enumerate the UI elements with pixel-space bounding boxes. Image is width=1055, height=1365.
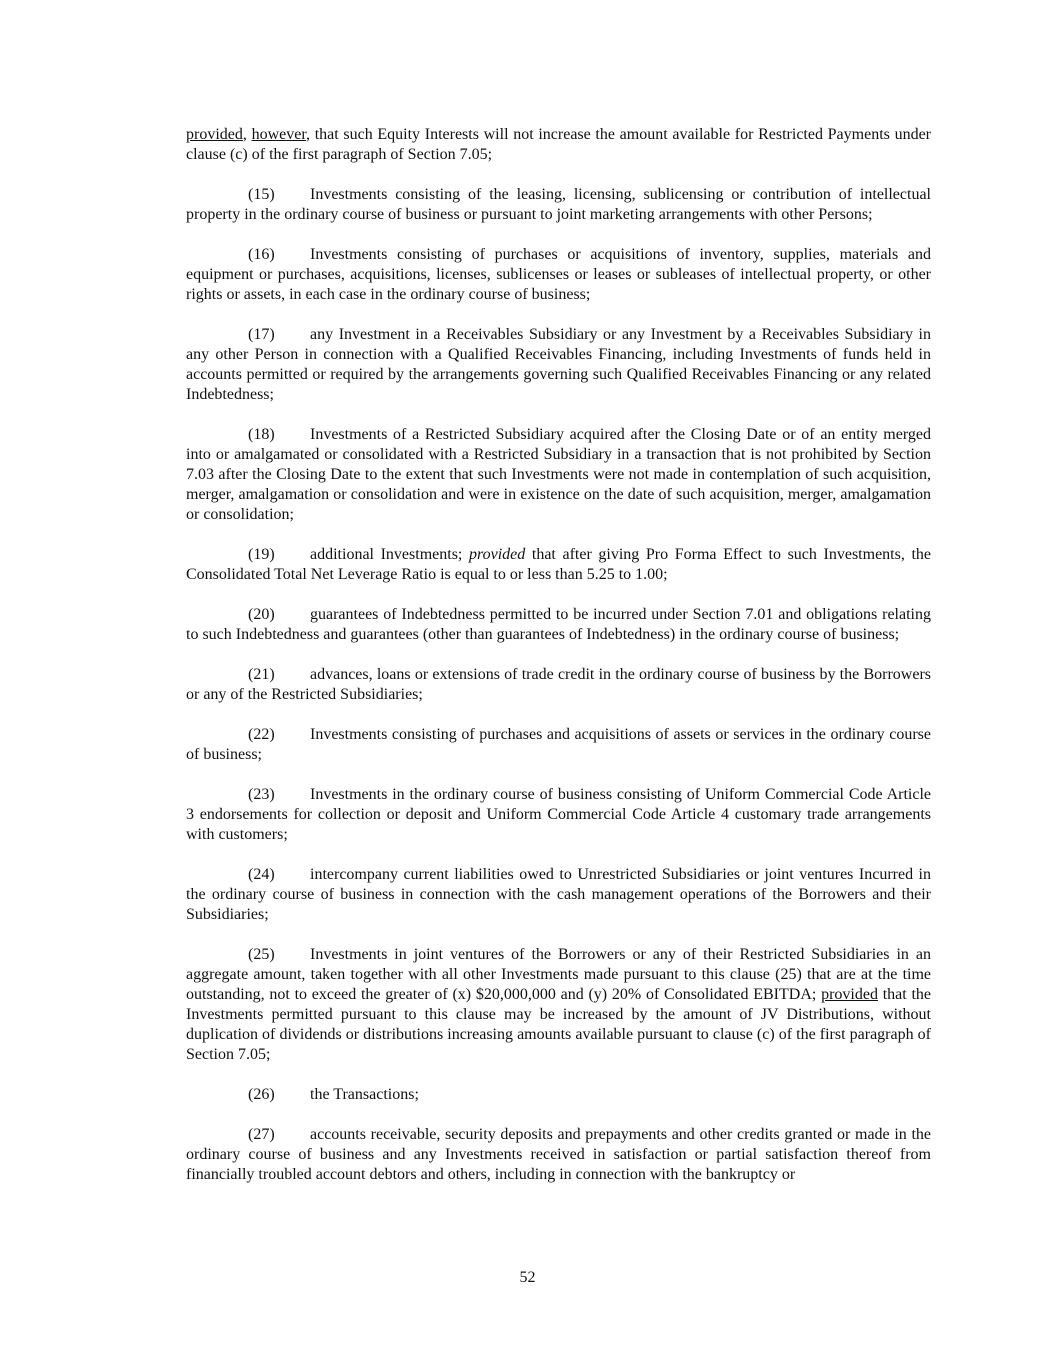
clause-text: accounts receivable, security deposits and prepayments and other credits granted or made in the ordinary course of business and any Investments received in satisfaction or partial satisfaction thereof from financially troubled account debtors and others, including in connection with the bankruptcy or [186,1126,931,1183]
clause-18 [186,425,931,525]
clause-22 [186,725,931,765]
clause-text: Investments consisting of purchases and acquisitions of assets or services in the ordinary course of business; [186,726,931,763]
clause-number: (17) [248,326,275,343]
clause-24 [186,865,931,925]
clause-number: (23) [248,786,275,803]
clause-number: (26) [248,1086,275,1103]
provided-term: provided [821,986,878,1003]
lead-separator: , [242,126,252,143]
clause-number: (15) [248,186,275,203]
page-number: 52 [519,1269,536,1286]
lead-paragraph [186,125,931,165]
clause-number: (27) [248,1126,275,1143]
clause-number: (22) [248,726,275,743]
clause-number: (18) [248,426,275,443]
clause-text: the Transactions; [310,1086,419,1103]
clause-number: (21) [248,666,275,683]
clause-19 [186,545,931,585]
clause-number: (25) [248,946,275,963]
clause-27 [186,1125,931,1185]
clause-number: (24) [248,866,275,883]
clause-number: (20) [248,606,275,623]
clause-text: Investments consisting of purchases or acquisitions of inventory, supplies, materials and equipment or purchases, acquisitions, licenses, sublicenses or leases or subleases of intellectual property, or other rights or assets, in each case in the ordinary course of business; [186,246,931,303]
clause-text-start: Investments in joint ventures of the Borrowers or any of their Restricted Subsidiaries in an aggregate amount, taken together with all other Investments made pursuant to this clause (25) that are at the time outstanding, not to exceed the greater of (x) $20,000,000 and (y) 20% of Consolidated EBITDA; [186,946,931,1003]
clause-text: guarantees of Indebtedness permitted to be incurred under Section 7.01 and obligations relating to such Indebtedness and guarantees (other than guarantees of Indebtedness) in the ordinary course of business; [186,606,931,643]
clause-23 [186,785,931,845]
document-body [186,125,931,1205]
clause-16 [186,245,931,305]
clause-number: (19) [248,546,275,563]
clause-26 [186,1085,931,1105]
however-term: however [251,126,307,143]
lead-text: , that such Equity Interests will not increase the amount available for Restricted Payments under clause (c) of the first paragraph of Section 7.05; [186,126,931,163]
clause-17 [186,325,931,405]
clause-text: intercompany current liabilities owed to Unrestricted Subsidiaries or joint ventures Incurred in the ordinary course of business in connection with the cash management operations of the Borrowers and their Subsidiaries; [186,866,931,923]
clause-15 [186,185,931,225]
clause-text-end: that after giving Pro Forma Effect to such Investments, the Consolidated Total Net Leverage Ratio is equal to or less than 5.25 to 1.00; [186,546,932,583]
clause-text-start: additional Investments; [310,546,469,563]
provided-term: provided [186,126,243,143]
clause-number: (16) [248,246,275,263]
clause-25 [186,945,931,1065]
clause-text: any Investment in a Receivables Subsidiary or any Investment by a Receivables Subsidiary in any other Person in connection with a Qualified Receivables Financing, including Investments of funds held in accounts permitted or required by the arrangements governing such Qualified Receivables Financing or any related Indebtedness; [186,326,931,403]
provided-term: provided [468,546,526,563]
clause-text: advances, loans or extensions of trade credit in the ordinary course of business by the Borrowers or any of the Restricted Subsidiaries; [186,666,931,703]
clause-21 [186,665,931,705]
clause-text-end: that the Investments permitted pursuant to this clause may be increased by the amount of JV Distributions, without duplication of dividends or distributions increasing amounts available pursuant to clause (c) of the first paragraph of Section 7.05; [186,986,931,1063]
clause-text: Investments of a Restricted Subsidiary acquired after the Closing Date or of an entity merged into or amalgamated or consolidated with a Restricted Subsidiary in a transaction that is not prohibited by Section 7.03 after the Closing Date to the extent that such Investments were not made in contemplation of such acquisition, merger, amalgamation or consolidation and were in existence on the date of such acquisition, merger, amalgamation or consolidation; [186,426,931,523]
clause-20 [186,605,931,645]
clause-text: Investments in the ordinary course of business consisting of Uniform Commercial Code Article 3 endorsements for collection or deposit and Uniform Commercial Code Article 4 customary trade arrangements with customers; [186,786,931,843]
clause-text: Investments consisting of the leasing, licensing, sublicensing or contribution of intellectual property in the ordinary course of business or pursuant to joint marketing arrangements with other Persons; [186,186,931,223]
